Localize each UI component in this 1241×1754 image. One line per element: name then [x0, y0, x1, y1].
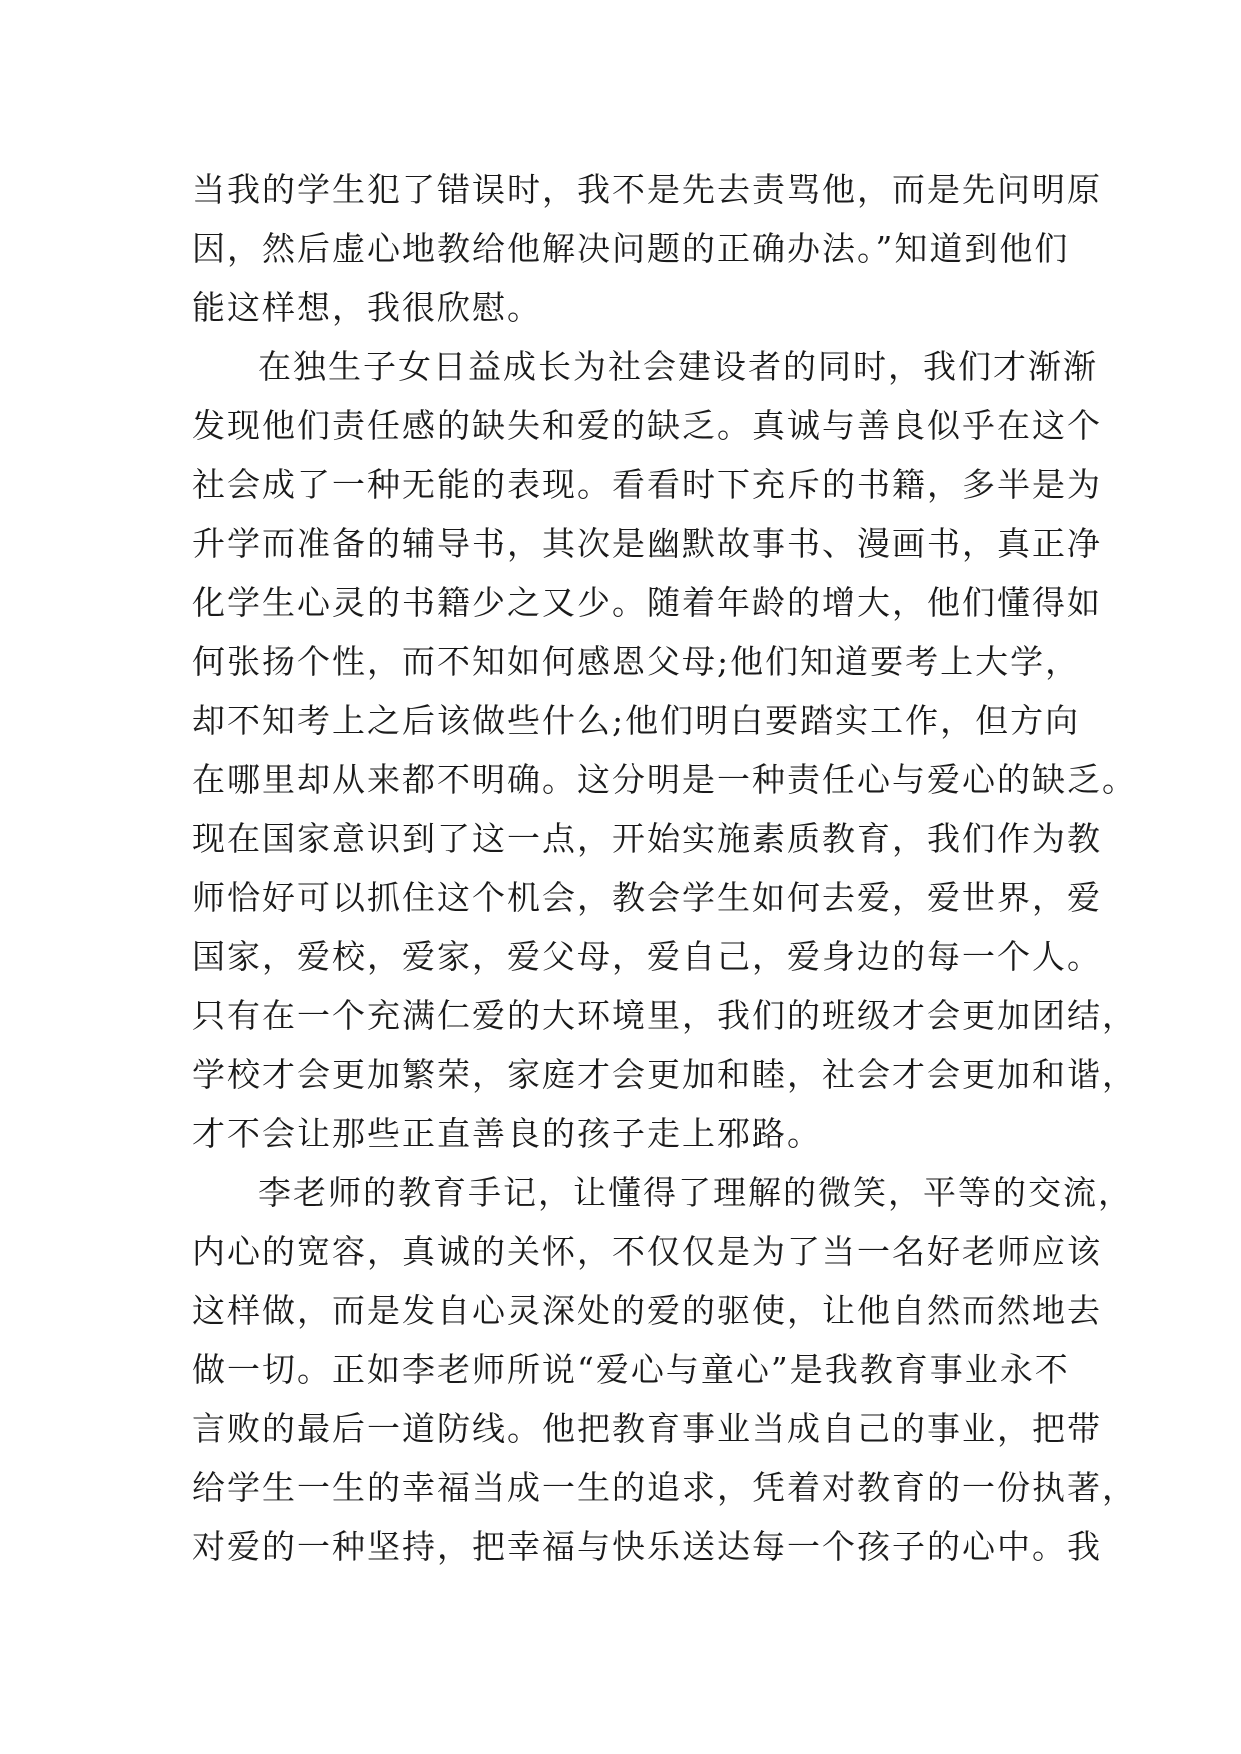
text-line: 做一切。正如李老师所说“爱心与童心”是我教育事业永不 — [192, 1350, 1070, 1389]
text-line: 言败的最后一道防线。他把教育事业当成自己的事业，把带 — [192, 1409, 1102, 1448]
text-line: 在哪里却从来都不明确。这分明是一种责任心与爱心的缺乏。 — [192, 760, 1137, 799]
text-line: 国家，爱校，爱家，爱父母，爱自己，爱身边的每一个人。 — [192, 937, 1102, 976]
text-line: 内心的宽容，真诚的关怀，不仅仅是为了当一名好老师应该 — [192, 1232, 1102, 1271]
text-line: 因，然后虚心地教给他解决问题的正确办法。”知道到他们 — [192, 229, 1070, 268]
text-line: 只有在一个充满仁爱的大环境里，我们的班级才会更加团结， — [192, 996, 1137, 1035]
text-line: 对爱的一种坚持，把幸福与快乐送达每一个孩子的心中。我 — [192, 1527, 1102, 1566]
text-line: 这样做，而是发自心灵深处的爱的驱使，让他自然而然地去 — [192, 1291, 1102, 1330]
paragraph-first-line: 在独生子女日益成长为社会建设者的同时，我们才渐渐 — [258, 347, 1098, 386]
text-line: 现在国家意识到了这一点，开始实施素质教育，我们作为教 — [192, 819, 1102, 858]
body-text — [192, 160, 1137, 1576]
text-line: 化学生心灵的书籍少之又少。随着年龄的增大，他们懂得如 — [192, 583, 1102, 622]
text-line: 当我的学生犯了错误时，我不是先去责骂他，而是先问明原 — [192, 170, 1102, 209]
text-line: 何张扬个性，而不知如何感恩父母;他们知道要考上大学， — [192, 642, 1081, 681]
text-line: 给学生一生的幸福当成一生的追求，凭着对教育的一份执著， — [192, 1468, 1137, 1507]
text-line: 才不会让那些正直善良的孩子走上邪路。 — [192, 1114, 822, 1153]
text-line: 却不知考上之后该做些什么;他们明白要踏实工作，但方向 — [192, 701, 1081, 740]
text-line: 升学而准备的辅导书，其次是幽默故事书、漫画书，真正净 — [192, 524, 1102, 563]
text-line: 发现他们责任感的缺失和爱的缺乏。真诚与善良似乎在这个 — [192, 406, 1102, 445]
text-line: 学校才会更加繁荣，家庭才会更加和睦，社会才会更加和谐， — [192, 1055, 1137, 1094]
text-line: 社会成了一种无能的表现。看看时下充斥的书籍，多半是为 — [192, 465, 1102, 504]
text-line: 能这样想，我很欣慰。 — [192, 288, 542, 327]
paragraph-first-line: 李老师的教育手记，让懂得了理解的微笑，平等的交流， — [258, 1173, 1133, 1212]
text-line: 师恰好可以抓住这个机会，教会学生如何去爱，爱世界，爱 — [192, 878, 1102, 917]
